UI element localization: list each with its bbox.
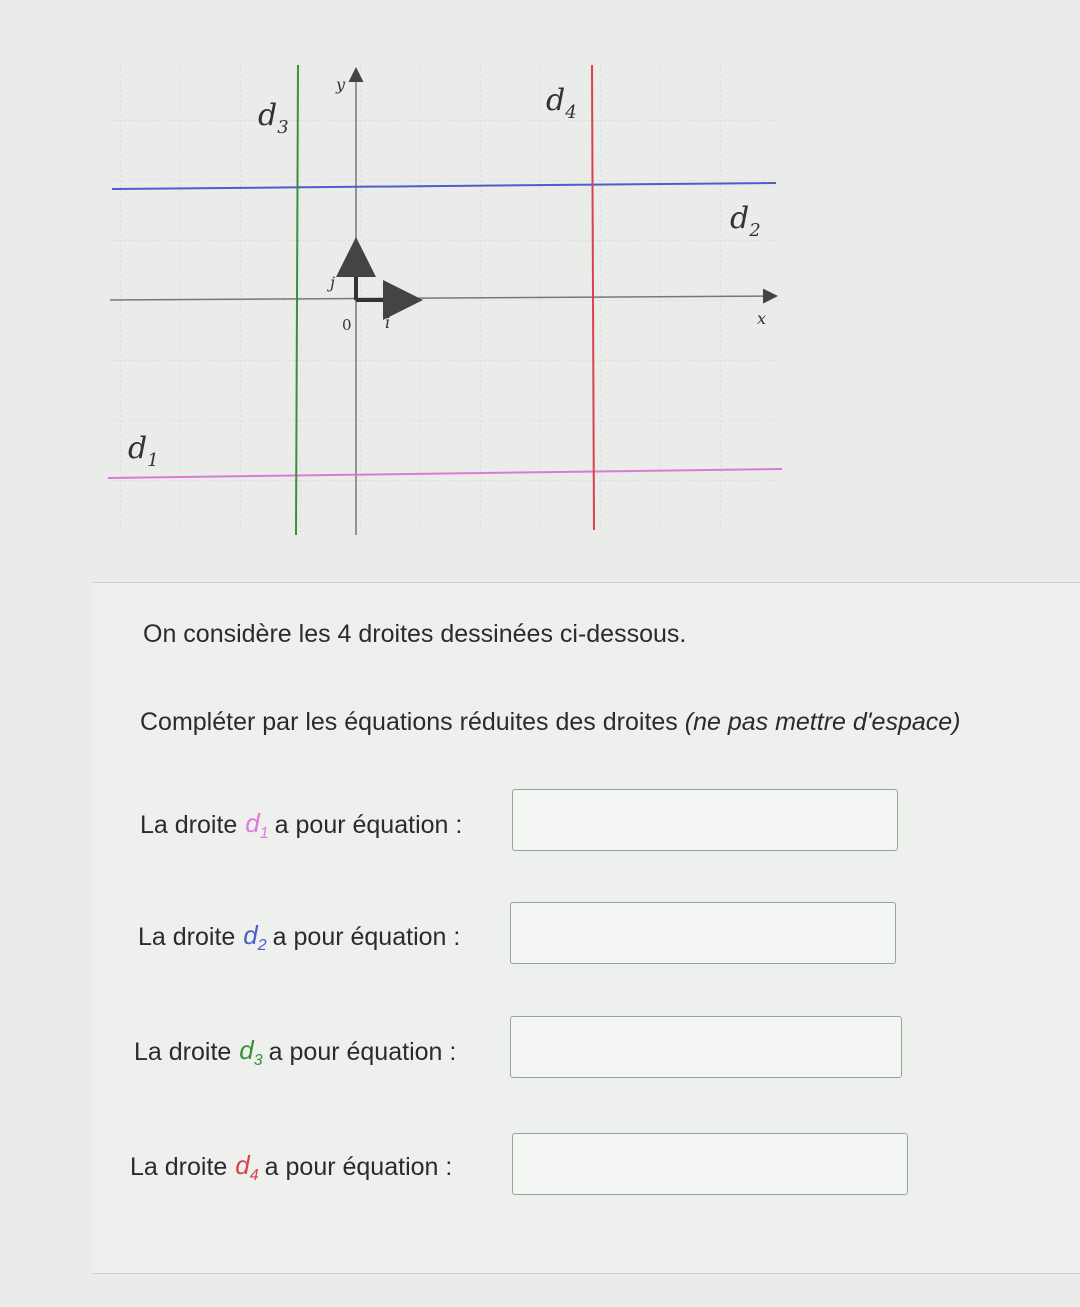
line-name-d1: $d_1$	[245, 808, 269, 843]
line-label-d3: $d_3$	[258, 98, 289, 138]
row-prefix: La droite	[134, 1038, 232, 1067]
line-label-d4: $d_4$	[546, 83, 577, 123]
intro-text: On considère les 4 droites dessinées ci-dessous.	[143, 620, 687, 648]
task-note: (ne pas mettre d'espace)	[684, 708, 961, 736]
line-name-d3: $d_3$	[239, 1035, 263, 1070]
equation-row-d1	[140, 808, 462, 843]
j-vector-label: j	[330, 273, 335, 292]
row-prefix: La droite	[130, 1153, 228, 1182]
equation-input-d2[interactable]	[510, 902, 896, 964]
equation-row-d2	[138, 920, 460, 955]
line-label-d1: $d_1$	[128, 431, 159, 471]
line-name-d4: $d_4$	[235, 1150, 259, 1185]
row-prefix: La droite	[140, 811, 238, 840]
x-axis-label: x	[757, 309, 767, 328]
task-main: Compléter par les équations réduites des droites	[140, 708, 678, 736]
row-prefix: La droite	[138, 923, 236, 952]
i-vector-label: i	[385, 313, 391, 332]
coordinate-graph	[0, 0, 800, 560]
y-axis-label: y	[336, 75, 346, 94]
equation-input-d4[interactable]	[512, 1133, 908, 1195]
equation-input-d3[interactable]	[510, 1016, 902, 1078]
equation-row-d3	[134, 1035, 456, 1070]
row-suffix: a pour équation :	[274, 811, 463, 840]
equation-input-d1[interactable]	[512, 789, 898, 851]
origin-label: 0	[342, 316, 352, 334]
line-label-d2: $d_2$	[730, 201, 761, 241]
equation-row-d4	[130, 1150, 452, 1185]
row-suffix: a pour équation :	[264, 1153, 453, 1182]
line-name-d2: $d_2$	[243, 920, 267, 955]
row-suffix: a pour équation :	[272, 923, 461, 952]
row-suffix: a pour équation :	[268, 1038, 457, 1067]
task-text	[140, 708, 961, 737]
